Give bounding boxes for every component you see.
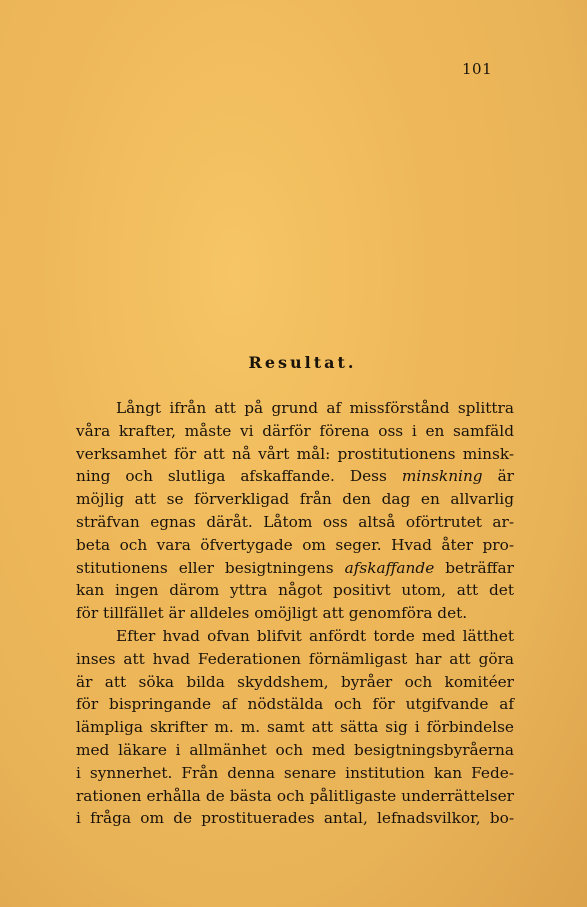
text-line: Efter hvad ofvan blifvit anfördt torde med lätthet	[116, 626, 514, 645]
text-line: är att söka bilda skyddshem, byråer och komitéer	[76, 672, 514, 691]
text-line: sträfvan egnas däråt. Låtom oss altså oförtrutet ar-	[76, 512, 514, 531]
text-line: Långt ifrån att på grund af missförstånd splittra	[116, 399, 514, 417]
body-text	[76, 397, 514, 830]
text-line: för bispringande af nödstälda och för utgifvande af	[76, 695, 514, 714]
text-line: för tillfället är alldeles omöjligt att genomföra det.	[76, 604, 468, 623]
text-line: kan ingen därom yttra något positivt utom, att det	[76, 581, 514, 600]
text-line: i synnerhet. Från denna senare institution kan Fede-	[76, 763, 514, 782]
text-segment: stitutionens eller besigtningens	[76, 558, 334, 577]
text-line: i fråga om de prostituerades antal, lefnadsvilkor, bo-	[76, 809, 514, 828]
text-line: våra krafter, måste vi därför förena oss i en samfäld	[76, 421, 514, 440]
paragraph-2	[76, 625, 514, 830]
text-line: beta och vara öfvertygade om seger. Hvad åter pro-	[76, 535, 514, 554]
paragraph-1	[76, 397, 514, 625]
text-line: lämpliga skrifter m. m. samt att sätta sig i förbindelse	[76, 718, 514, 737]
text-line: med läkare i allmänhet och med besigtningsbyråerna	[76, 740, 514, 759]
section-heading-text: Resultat.	[248, 353, 357, 372]
text-segment: ning och slutliga afskaffande. Dess	[76, 467, 387, 486]
text-line: rationen erhålla de bästa och pålitligaste underrättelser	[76, 786, 514, 805]
page-number: 101	[462, 60, 493, 78]
text-line: verksamhet för att nå vårt mål: prostitutionens minsk-	[76, 444, 514, 463]
text-line	[76, 465, 514, 488]
text-segment: är	[497, 467, 514, 486]
text-segment: beträffar	[445, 558, 514, 577]
text-line: möjlig att se förverkligad från den dag en allvarlig	[76, 490, 514, 509]
text-line: inses att hvad Federationen förnämligast har att göra	[76, 649, 514, 668]
text-line	[76, 557, 514, 580]
emphasized-word: afskaffande	[344, 558, 435, 577]
emphasized-word: minskning	[401, 467, 483, 486]
section-heading	[0, 353, 587, 372]
